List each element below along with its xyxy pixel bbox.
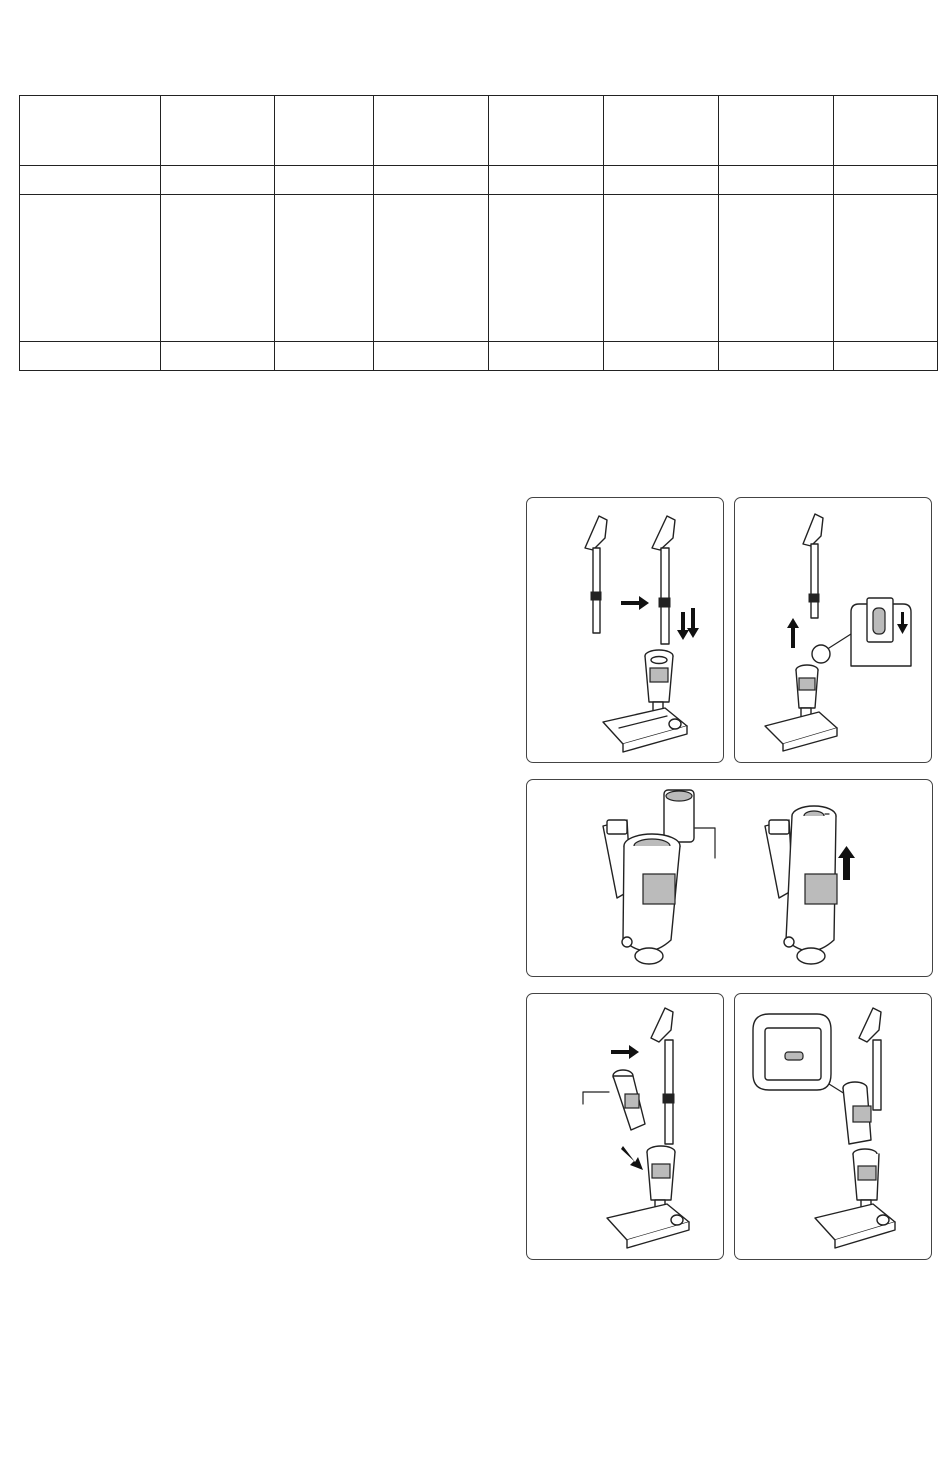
table-cell <box>161 96 275 166</box>
spec-table <box>19 95 938 371</box>
table-cell <box>604 166 719 195</box>
table-cell <box>604 96 719 166</box>
table-cell <box>161 342 275 371</box>
table-row <box>20 342 938 371</box>
insert-filter-into-dust-cup-icon <box>527 780 932 976</box>
table-cell <box>20 342 161 371</box>
table-cell <box>20 195 161 342</box>
table-cell <box>374 96 489 166</box>
illustration-panel-step-2 <box>734 497 932 763</box>
table-cell <box>275 96 374 166</box>
table-cell <box>604 195 719 342</box>
table-row <box>20 96 938 166</box>
table-row <box>20 195 938 342</box>
table-cell <box>161 195 275 342</box>
illustration-panel-step-4 <box>526 993 724 1260</box>
table-cell <box>489 96 604 166</box>
table-cell <box>834 166 938 195</box>
table-cell <box>489 195 604 342</box>
table-cell <box>20 166 161 195</box>
table-cell <box>489 166 604 195</box>
table-cell <box>275 166 374 195</box>
handheld-latch-detail-icon <box>735 994 931 1259</box>
table-cell <box>161 166 275 195</box>
attach-wand-to-floor-head-icon <box>527 498 723 762</box>
table-cell <box>719 342 834 371</box>
table-cell <box>374 342 489 371</box>
illustration-panel-step-5 <box>734 993 932 1260</box>
table-cell <box>374 166 489 195</box>
table-cell <box>834 96 938 166</box>
table-cell <box>604 342 719 371</box>
illustration-panel-step-1 <box>526 497 724 763</box>
table-row <box>20 166 938 195</box>
table-cell <box>489 342 604 371</box>
table-cell <box>719 96 834 166</box>
table-cell <box>719 166 834 195</box>
table-cell <box>20 96 161 166</box>
table-cell <box>275 195 374 342</box>
attach-handheld-unit-icon <box>527 994 723 1259</box>
table-cell <box>719 195 834 342</box>
table-cell <box>374 195 489 342</box>
illustration-panel-step-3 <box>526 779 933 977</box>
table-cell <box>834 195 938 342</box>
table-cell <box>275 342 374 371</box>
release-wand-button-icon <box>735 498 931 762</box>
table-cell <box>834 342 938 371</box>
